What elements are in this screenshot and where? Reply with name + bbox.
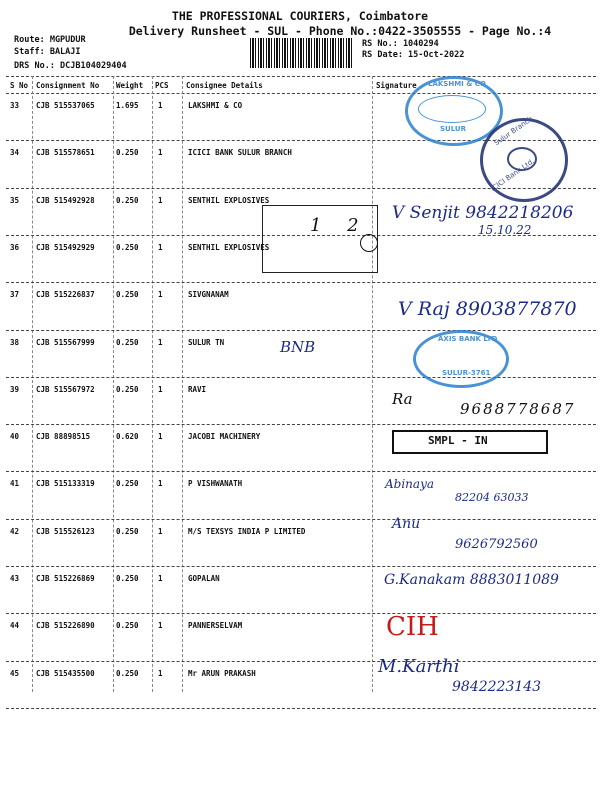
- cell-consignee: LAKSHMI & CO: [188, 101, 243, 110]
- signature-41-phone: 82204 63033: [455, 491, 529, 504]
- signature-44: CIH: [386, 612, 439, 642]
- cell-sno: 37: [10, 290, 20, 300]
- signature-38-mark: BNB: [280, 338, 316, 356]
- signature-43: G.Kanakam 8883011089: [384, 572, 559, 588]
- column-divider: [32, 76, 33, 692]
- icici-stamp: [480, 114, 568, 202]
- column-divider: [182, 76, 183, 692]
- stamp-city: SULUR-3761: [442, 369, 491, 377]
- stamp-city: SULUR: [440, 125, 467, 133]
- barcode: [250, 38, 352, 68]
- cell-pcs: 1: [158, 479, 163, 489]
- cell-weight: 0.250: [116, 526, 139, 536]
- rs-date: RS Date: 15-Oct-2022: [362, 50, 465, 60]
- cell-consignment: CJB 515526123: [36, 526, 95, 536]
- cell-sno: 38: [10, 337, 20, 347]
- cell-consignee: SENTHIL EXPLOSIVES: [188, 195, 270, 205]
- row-divider: [6, 471, 596, 472]
- cell-consignee: Mr ARUN PRAKASH: [188, 668, 256, 678]
- cell-consignee: M/S TEXSYS INDIA P LIMITED: [188, 526, 306, 536]
- row-divider: [6, 661, 596, 662]
- circle-mark: [360, 234, 378, 252]
- signature-45-name: M.Karthi: [378, 656, 460, 677]
- cell-sno: 44: [10, 621, 20, 631]
- cell-consignee: GOPALAN: [188, 574, 220, 583]
- signature-39-initial: Ra: [392, 390, 413, 408]
- page-title: THE PROFESSIONAL COURIERS, Coimbatore: [171, 9, 429, 23]
- column-header-consignee: Consignee Details: [186, 81, 263, 90]
- cell-weight: 0.620: [116, 432, 139, 442]
- cell-consignment: CJB 515133319: [36, 479, 95, 489]
- column-divider: [113, 76, 114, 692]
- cell-weight: 0.250: [116, 384, 139, 394]
- column-header-consignment: Consignment No: [36, 81, 100, 90]
- cell-consignment: CJB 515567972: [36, 384, 95, 394]
- cell-consignment: CJB 515578651: [36, 148, 95, 158]
- cell-consignment: CJB 88898515: [36, 432, 91, 442]
- cell-consignee: ICICI BANK SULUR BRANCH: [188, 148, 292, 158]
- cell-consignment: CJB 515567999: [36, 337, 95, 347]
- cell-consignment: CJB 515226869: [36, 574, 95, 583]
- cell-weight: 0.250: [116, 148, 139, 158]
- stamp-text: SMPL - IN: [428, 434, 488, 447]
- signature-45-phone: 9842223143: [452, 679, 542, 695]
- cell-pcs: 1: [158, 195, 163, 205]
- column-header-pcs: PCS: [155, 81, 169, 90]
- cell-weight: 0.250: [116, 668, 139, 678]
- cell-sno: 43: [10, 574, 20, 583]
- cell-consignment: CJB 515492929: [36, 242, 95, 252]
- cell-sno: 40: [10, 432, 20, 442]
- cell-pcs: 1: [158, 101, 163, 110]
- cell-sno: 33: [10, 101, 20, 110]
- cell-weight: 0.250: [116, 621, 139, 631]
- axis-bank-stamp: [413, 330, 509, 388]
- cell-weight: 0.250: [116, 195, 139, 205]
- cell-consignee: P VISHWANATH: [188, 479, 243, 489]
- cell-pcs: 1: [158, 621, 163, 631]
- cell-consignee: SIVGNANAM: [188, 290, 229, 300]
- cell-pcs: 1: [158, 668, 163, 678]
- cell-pcs: 1: [158, 384, 163, 394]
- row-divider: [6, 708, 596, 709]
- cell-weight: 0.250: [116, 337, 139, 347]
- stamp-text: LAKSHMI & CO: [428, 80, 486, 88]
- cell-consignee: SENTHIL EXPLOSIVES: [188, 242, 270, 252]
- signature-41-name: Abinaya: [385, 477, 435, 491]
- cell-sno: 36: [10, 242, 20, 252]
- column-header-weight: Weight: [116, 81, 144, 90]
- signature-37: V Raj 8903877870: [398, 298, 577, 320]
- stamp-text: ICICI Bank Ltd.: [489, 157, 536, 193]
- cell-sno: 41: [10, 479, 20, 489]
- cell-weight: 0.250: [116, 479, 139, 489]
- row-divider: [6, 613, 596, 614]
- cell-consignee: RAVI: [188, 384, 207, 394]
- cell-pcs: 1: [158, 337, 163, 347]
- row-divider: [6, 566, 596, 567]
- cell-sno: 45: [10, 668, 20, 678]
- cell-sno: 39: [10, 384, 20, 394]
- cell-pcs: 1: [158, 242, 163, 252]
- signature-42-name: Anu: [392, 516, 421, 532]
- row-divider: [6, 330, 596, 331]
- smpl-stamp: [392, 430, 548, 454]
- staff-label: Staff: BALAJI: [14, 47, 81, 57]
- cell-consignee: PANNERSELVAM: [188, 621, 243, 631]
- drs-number: DRS No.: DCJB104029404: [14, 61, 127, 71]
- row-marks: 1 2: [310, 215, 369, 236]
- stamp-text: Sulur Branch: [492, 114, 535, 148]
- column-header-sno: S No: [10, 81, 29, 90]
- cell-weight: 0.250: [116, 574, 139, 583]
- signature-35-date: 15.10.22: [478, 223, 532, 237]
- cell-consignment: CJB 515226890: [36, 621, 95, 631]
- row-divider: [6, 377, 596, 378]
- cell-consignee: JACOBI MACHINERY: [188, 432, 261, 442]
- stamp-text: AXIS BANK LTD: [438, 335, 498, 343]
- cell-pcs: 1: [158, 432, 163, 442]
- row-divider: [6, 519, 596, 520]
- header-divider: [6, 93, 596, 94]
- cell-consignment: CJB 515435500: [36, 668, 95, 678]
- cell-weight: 0.250: [116, 242, 139, 252]
- row-divider: [6, 424, 596, 425]
- cell-consignment: CJB 515492928: [36, 195, 95, 205]
- runsheet-subtitle: Delivery Runsheet - SUL - Phone No.:0422-3505555 - Page No.:4: [128, 24, 552, 38]
- column-header-signature: Signature: [376, 81, 417, 90]
- route-label: Route: MGPUDUR: [14, 35, 86, 45]
- cell-consignee: SULUR TN: [188, 337, 225, 347]
- signature-39: 9688778687: [460, 400, 576, 418]
- table-top-border: [6, 76, 596, 77]
- cell-pcs: 1: [158, 290, 163, 300]
- cell-sno: 42: [10, 526, 20, 536]
- column-divider: [372, 76, 373, 692]
- signature-42-phone: 9626792560: [455, 537, 538, 552]
- column-divider: [152, 76, 153, 692]
- cell-sno: 34: [10, 148, 20, 158]
- cell-consignment: CJB 515537065: [36, 101, 95, 110]
- cell-pcs: 1: [158, 148, 163, 158]
- cell-weight: 0.250: [116, 290, 139, 300]
- row-divider: [6, 282, 596, 283]
- rs-number: RS No.: 1040294: [362, 39, 439, 49]
- cell-sno: 35: [10, 195, 20, 205]
- cell-consignment: CJB 515226837: [36, 290, 95, 300]
- signature-35: V Senjit 9842218206: [392, 203, 574, 223]
- cell-pcs: 1: [158, 526, 163, 536]
- cell-pcs: 1: [158, 574, 163, 583]
- cell-weight: 1.695: [116, 101, 139, 110]
